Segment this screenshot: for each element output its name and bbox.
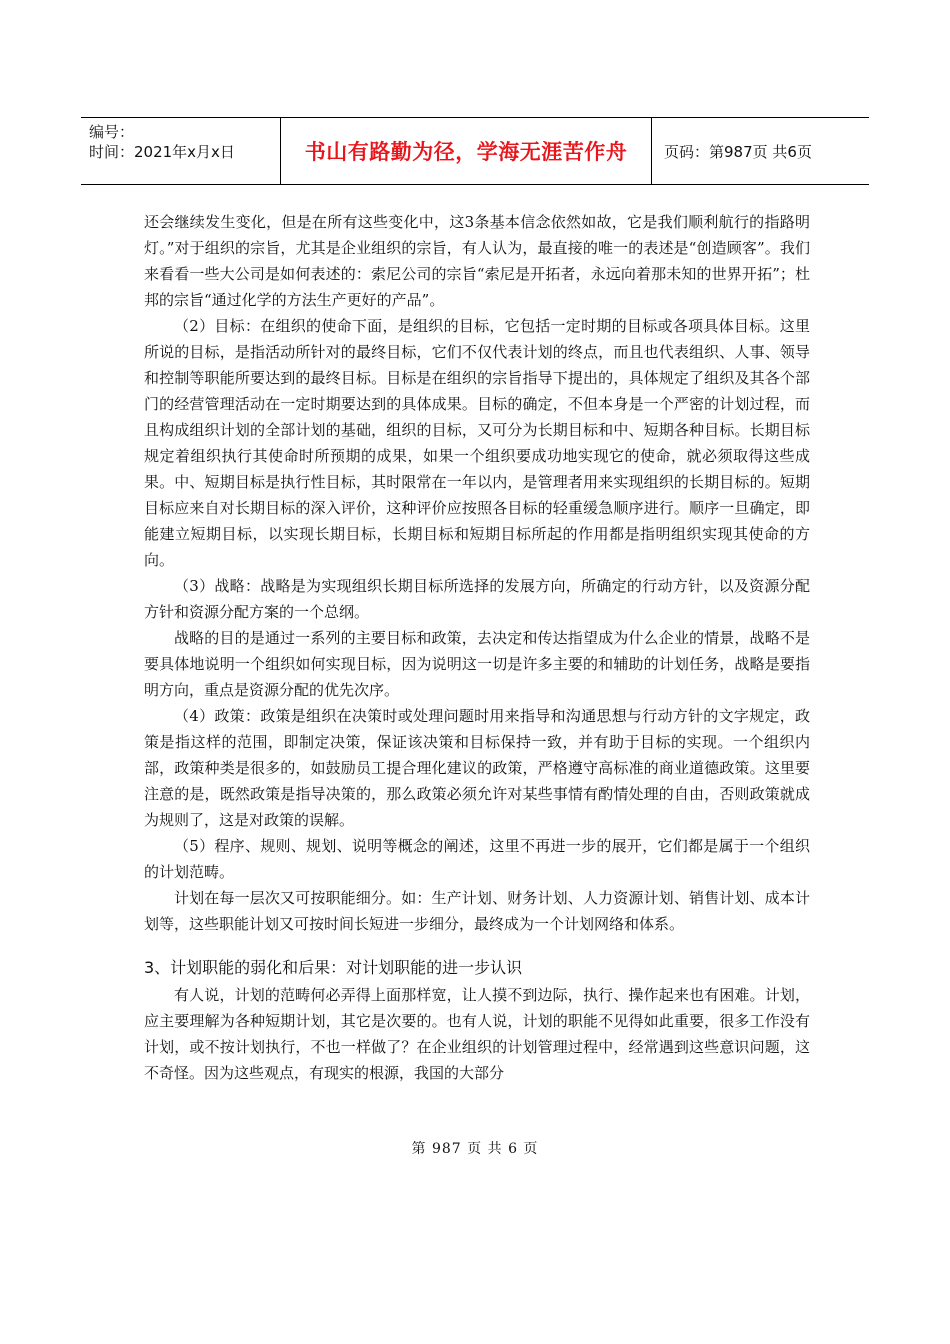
paragraph-strategy-purpose: 战略的目的是通过一系列的主要目标和政策，去决定和传达指望成为什么企业的情景，战略不是要具体地说明一个组织如何实现目标，因为说明这一切是许多主要的和辅助的计划任务，战略是要指明方向，重点是资源分配的优先次序。 — [144, 629, 810, 699]
paragraph-procedures: （5）程序、规则、规划、说明等概念的阐述，这里不再进一步的展开，它们都是属于一个组织的计划范畴。 — [144, 837, 810, 881]
header-left-cell — [81, 118, 281, 184]
header-page-label: 页码：第987页 共6页 — [664, 142, 812, 161]
paragraph-section-intro: 有人说，计划的范畴何必弄得上面那样宽，让人摸不到边际，执行、操作起来也有困难。计划，应主要理解为各种短期计划，其它是次要的。也有人说，计划的职能不见得如此重要，很多工作没有计划，或不按计划执行，不也一样做了？在企业组织的计划管理过程中，经常遇到这些意识问题，这不奇怪。因为这些观点，有现实的根源，我国的大部分 — [144, 986, 810, 1082]
document-body — [144, 209, 810, 1086]
page-header — [81, 117, 869, 185]
header-motto: 书山有路勤为径，学海无涯苦作舟 — [281, 118, 652, 184]
serial-label: 编号： — [89, 123, 135, 141]
page-footer: 第 987 页 共 6 页 — [411, 1141, 539, 1157]
section-heading: 3、计划职能的弱化和后果：对计划职能的进一步认识 — [144, 958, 523, 977]
time-label: 时间：2021年x月x日 — [89, 143, 235, 161]
paragraph-goals: （2）目标：在组织的使命下面，是组织的目标，它包括一定时期的目标或各项具体目标。这里所说的目标，是指活动所针对的最终目标，它们不仅代表计划的终点，而且也代表组织、人事、领导和控制等职能所要达到的最终目标。目标是在组织的宗旨指导下提出的，具体规定了组织及其各个部门的经营管理活动在一定时期要达到的具体成果。目标的确定，不但本身是一个严密的计划过程，而且构成组织计划的全部计划的基础，组织的目标，又可分为长期目标和中、短期各种目标。长期目标规定着组织执行其使命时所预期的成果，如果一个组织要成功地实现它的使命，就必须取得这些成果。中、短期目标是执行性目标，其时限常在一年以内，是管理者用来实现组织的长期目标的。短期目标应来自对长期目标的深入评价，这种评价应按照各目标的轻重缓急顺序进行。顺序一旦确定，即能建立短期目标，以实现长期目标，长期目标和短期目标所起的作用都是指明组织实现其使命的方向。 — [144, 317, 810, 569]
paragraph-policy: （4）政策：政策是组织在决策时或处理问题时用来指导和沟通思想与行动方针的文字规定，政策是指这样的范围，即制定决策，保证该决策和目标保持一致，并有助于目标的实现。一个组织内部，政策种类是很多的，如鼓励员工提合理化建议的政策，严格遵守高标准的商业道德政策。这里要注意的是，既然政策是指导决策的，那么政策必须允许对某些事情有酌情处理的自由，否则政策就成为规则了，这是对政策的误解。 — [144, 707, 810, 829]
paragraph-strategy: （3）战略：战略是为实现组织长期目标所选择的发展方向，所确定的行动方针，以及资源分配方针和资源分配方案的一个总纲。 — [144, 577, 810, 621]
paragraph-continuation: 还会继续发生变化，但是在所有这些变化中，这3条基本信念依然如故，它是我们顺利航行的指路明灯。”对于组织的宗旨，尤其是企业组织的宗旨，有人认为，最直接的唯一的表述是“创造顾客”。我们来看看一些大公司是如何表述的：索尼公司的宗旨“索尼是开拓者，永远向着那未知的世界开拓”；杜邦的宗旨“通过化学的方法生产更好的产品”。 — [144, 213, 810, 309]
paragraph-functional-plans: 计划在每一层次又可按职能细分。如：生产计划、财务计划、人力资源计划、销售计划、成本计划等，这些职能计划又可按时间长短进一步细分，最终成为一个计划网络和体系。 — [144, 889, 810, 933]
